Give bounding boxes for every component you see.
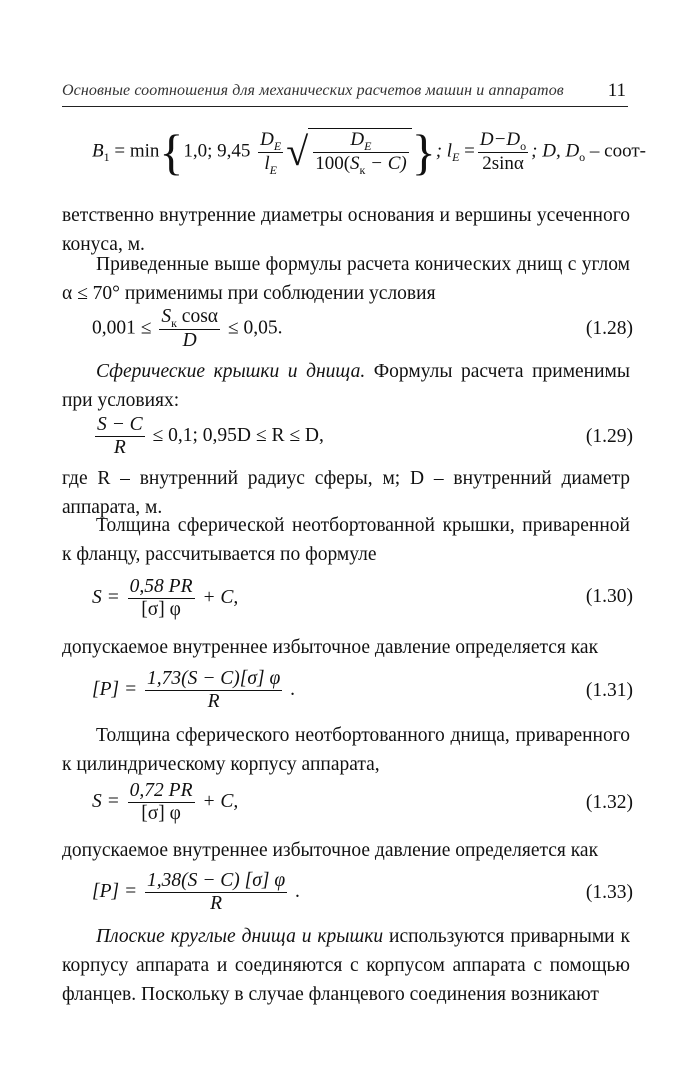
equation-1-30: S = $\frac{0,58 PR}{[\sigma] \varphi}$ + C,	[92, 576, 239, 620]
paragraph-cone-condition: Приведенные выше формулы расчета конических днищ с углом α ≤ 70° применимы при соблюдении условия	[62, 254, 630, 304]
equation-1-31: [P] = $\frac{1,73(S - C)[\sigma] \varphi}{R}$ .	[92, 668, 295, 712]
paragraph-allowable-pressure-1: допускаемое внутреннее избыточное давление определяется как	[62, 637, 599, 658]
equation-number-1-28: (1.28)	[585, 318, 633, 339]
equation-number-1-31: (1.31)	[585, 680, 633, 701]
paragraph-bottom-thickness: Толщина сферического неотбортованного днища, приваренного к цилиндрическому корпусу аппарата,	[62, 725, 630, 775]
running-header	[62, 80, 628, 107]
section-title-flat: Плоские круглые днища и крышки	[96, 926, 384, 947]
equation-1-28: 0,001 ≤ $\frac{S_к \cos\alpha}{D}$ ≤ 0,05.	[92, 306, 283, 351]
formula-b1: $B_1 = \min\{1,0$; 9,45 $\frac{D_E}{l_E}$ √ $\frac{D_E}{100(S_к - C)}$ }; $l_E$ = $\frac{D-D_о}{2\sin\alpha}$ ; D, $D_о$ – соот-	[92, 124, 646, 180]
paragraph-allowable-pressure-2: допускаемое внутреннее избыточное давление определяется как	[62, 840, 599, 861]
equation-1-32: S = $\frac{0,72 PR}{[\sigma] \varphi}$ + C,	[92, 780, 239, 824]
page-number: 11	[607, 80, 626, 101]
paragraph-flat-heads: Плоские круглые днища и крышки используются приварными к корпусу аппарата и соединяются с корпусом аппарата с помощью фланцев. Поскольку в случае фланцевого соединения возникают	[62, 926, 630, 1005]
running-title: Основные соотношения для механических расчетов машин и аппаратов	[62, 82, 564, 99]
equation-number-1-30: (1.30)	[585, 586, 633, 607]
paragraph-cone-diameters: ветственно внутренние диаметры основания и вершины усеченного конуса, м.	[62, 205, 630, 255]
equation-number-1-32: (1.32)	[585, 792, 633, 813]
paragraph-spherical-heads: Сферические крышки и днища. Формулы расчета применимы при условиях:	[62, 361, 630, 411]
equation-1-29: $\frac{S - C}{R}$ ≤ 0,1; 0,95D ≤ R ≤ D,	[97, 414, 324, 458]
section-title-spherical: Сферические крышки и днища.	[96, 361, 366, 382]
equation-1-33: [P] = $\frac{1,38(S - C) [\sigma] \varphi}{R}$ .	[92, 870, 300, 914]
equation-number-1-33: (1.33)	[585, 882, 633, 903]
paragraph-where-r: где R – внутренний радиус сферы, м; D – внутренний диаметр аппарата, м.	[62, 468, 630, 518]
equation-number-1-29: (1.29)	[585, 426, 633, 447]
paragraph-cover-thickness: Толщина сферической неотбортованной крышки, приваренной к фланцу, рассчитывается по формуле	[62, 515, 630, 565]
